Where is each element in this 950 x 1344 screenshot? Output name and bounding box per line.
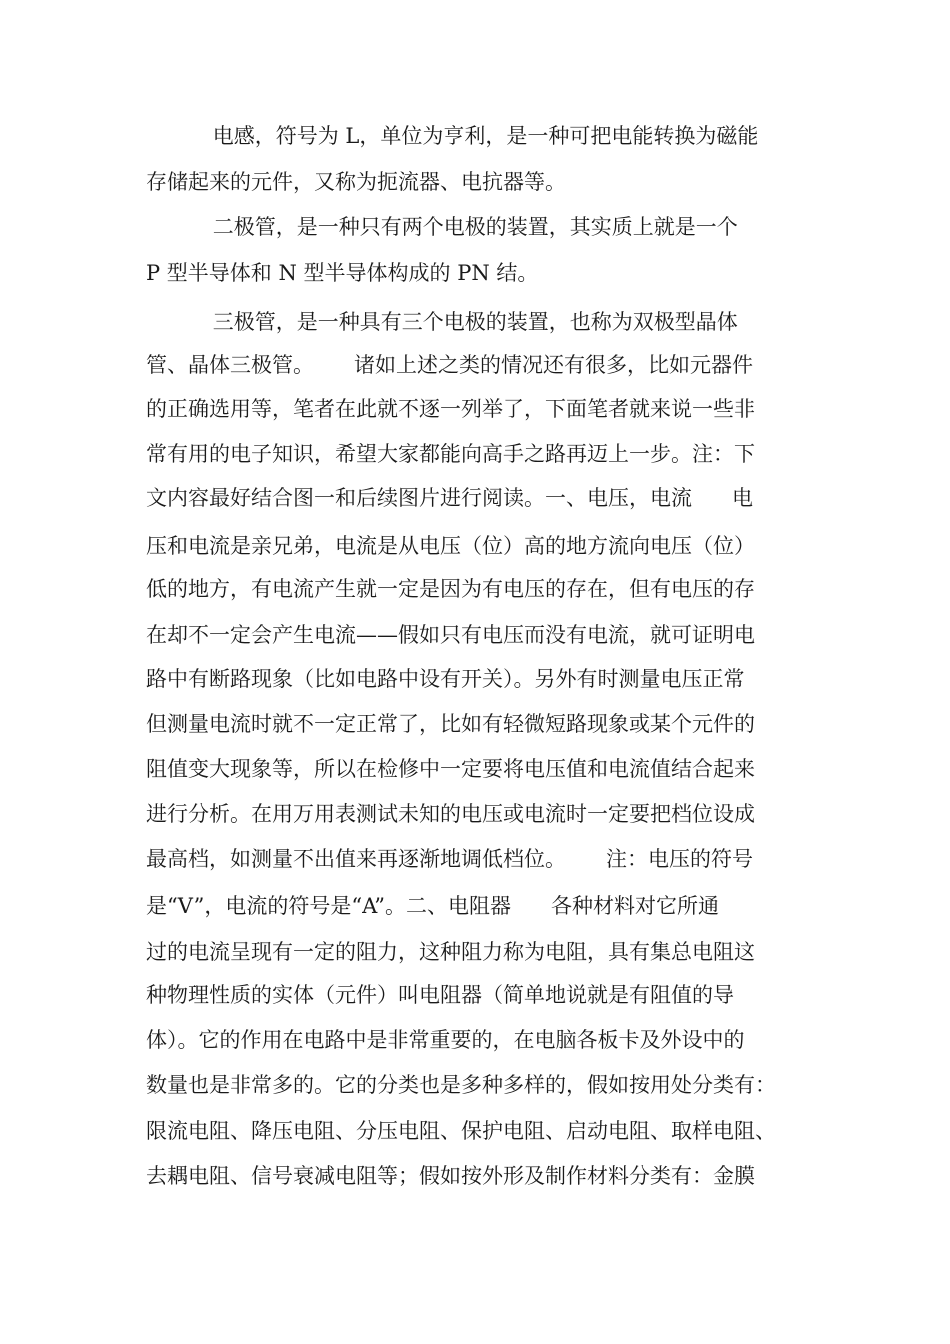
text-line: 存储起来的元件，又称为扼流器、电抗器等。 (146, 170, 566, 194)
text-line: 文内容最好结合图一和后续图片进行阅读。一、电压，电流 电 (146, 486, 754, 510)
text-line: 压和电流是亲兄弟，电流是从电压（位）高的地方流向电压（位） (146, 534, 755, 558)
text-line: 低的地方，有电流产生就一定是因为有电压的存在，但有电压的存 (146, 577, 755, 601)
text-line: 数量也是非常多的。它的分类也是多种多样的，假如按用处分类有： (146, 1073, 776, 1097)
text-line: 过的电流呈现有一定的阻力，这种阻力称为电阻，具有集总电阻这 (146, 940, 755, 964)
text-line: 三极管，是一种具有三个电极的装置，也称为双极型晶体 (146, 310, 738, 334)
text-line: 去耦电阻、信号衰减电阻等；假如按外形及制作材料分类有：金膜 (146, 1164, 755, 1188)
text-line: 路中有断路现象（比如电路中设有开关）。另外有时测量电压正常 (146, 667, 745, 691)
text-line: 在却不一定会产生电流——假如只有电压而没有电流，就可证明电 (146, 623, 755, 647)
text-line: P 型半导体和 N 型半导体构成的 PN 结。 (146, 261, 539, 285)
text-line: 种物理性质的实体（元件）叫电阻器（简单地说就是有阻值的导 (146, 983, 734, 1007)
text-line: 体）。它的作用在电路中是非常重要的，在电脑各板卡及外设中的 (146, 1028, 745, 1052)
text-line: 进行分析。在用万用表测试未知的电压或电流时一定要把档位设成 (146, 802, 755, 826)
text-line: 管、晶体三极管。 诸如上述之类的情况还有很多，比如元器件 (146, 353, 754, 377)
text-line: 二极管，是一种只有两个电极的装置，其实质上就是一个 (146, 215, 738, 239)
text-line: 电感，符号为 L，单位为亨利，是一种可把电能转换为磁能 (146, 124, 759, 148)
text-line: 是“V”，电流的符号是“A”。二、电阻器 各种材料对它所通 (146, 894, 720, 918)
text-line: 最高档，如测量不出值来再逐渐地调低档位。 注：电压的符号 (146, 847, 754, 871)
text-line: 阻值变大现象等，所以在检修中一定要将电压值和电流值结合起来 (146, 757, 755, 781)
text-line: 的正确选用等，笔者在此就不逐一列举了，下面笔者就来说一些非 (146, 397, 755, 421)
text-line: 但测量电流时就不一定正常了，比如有轻微短路现象或某个元件的 (146, 712, 755, 736)
text-line: 限流电阻、降压电阻、分压电阻、保护电阻、启动电阻、取样电阻、 (146, 1119, 776, 1143)
text-line: 常有用的电子知识，希望大家都能向高手之路再迈上一步。注：下 (146, 442, 755, 466)
